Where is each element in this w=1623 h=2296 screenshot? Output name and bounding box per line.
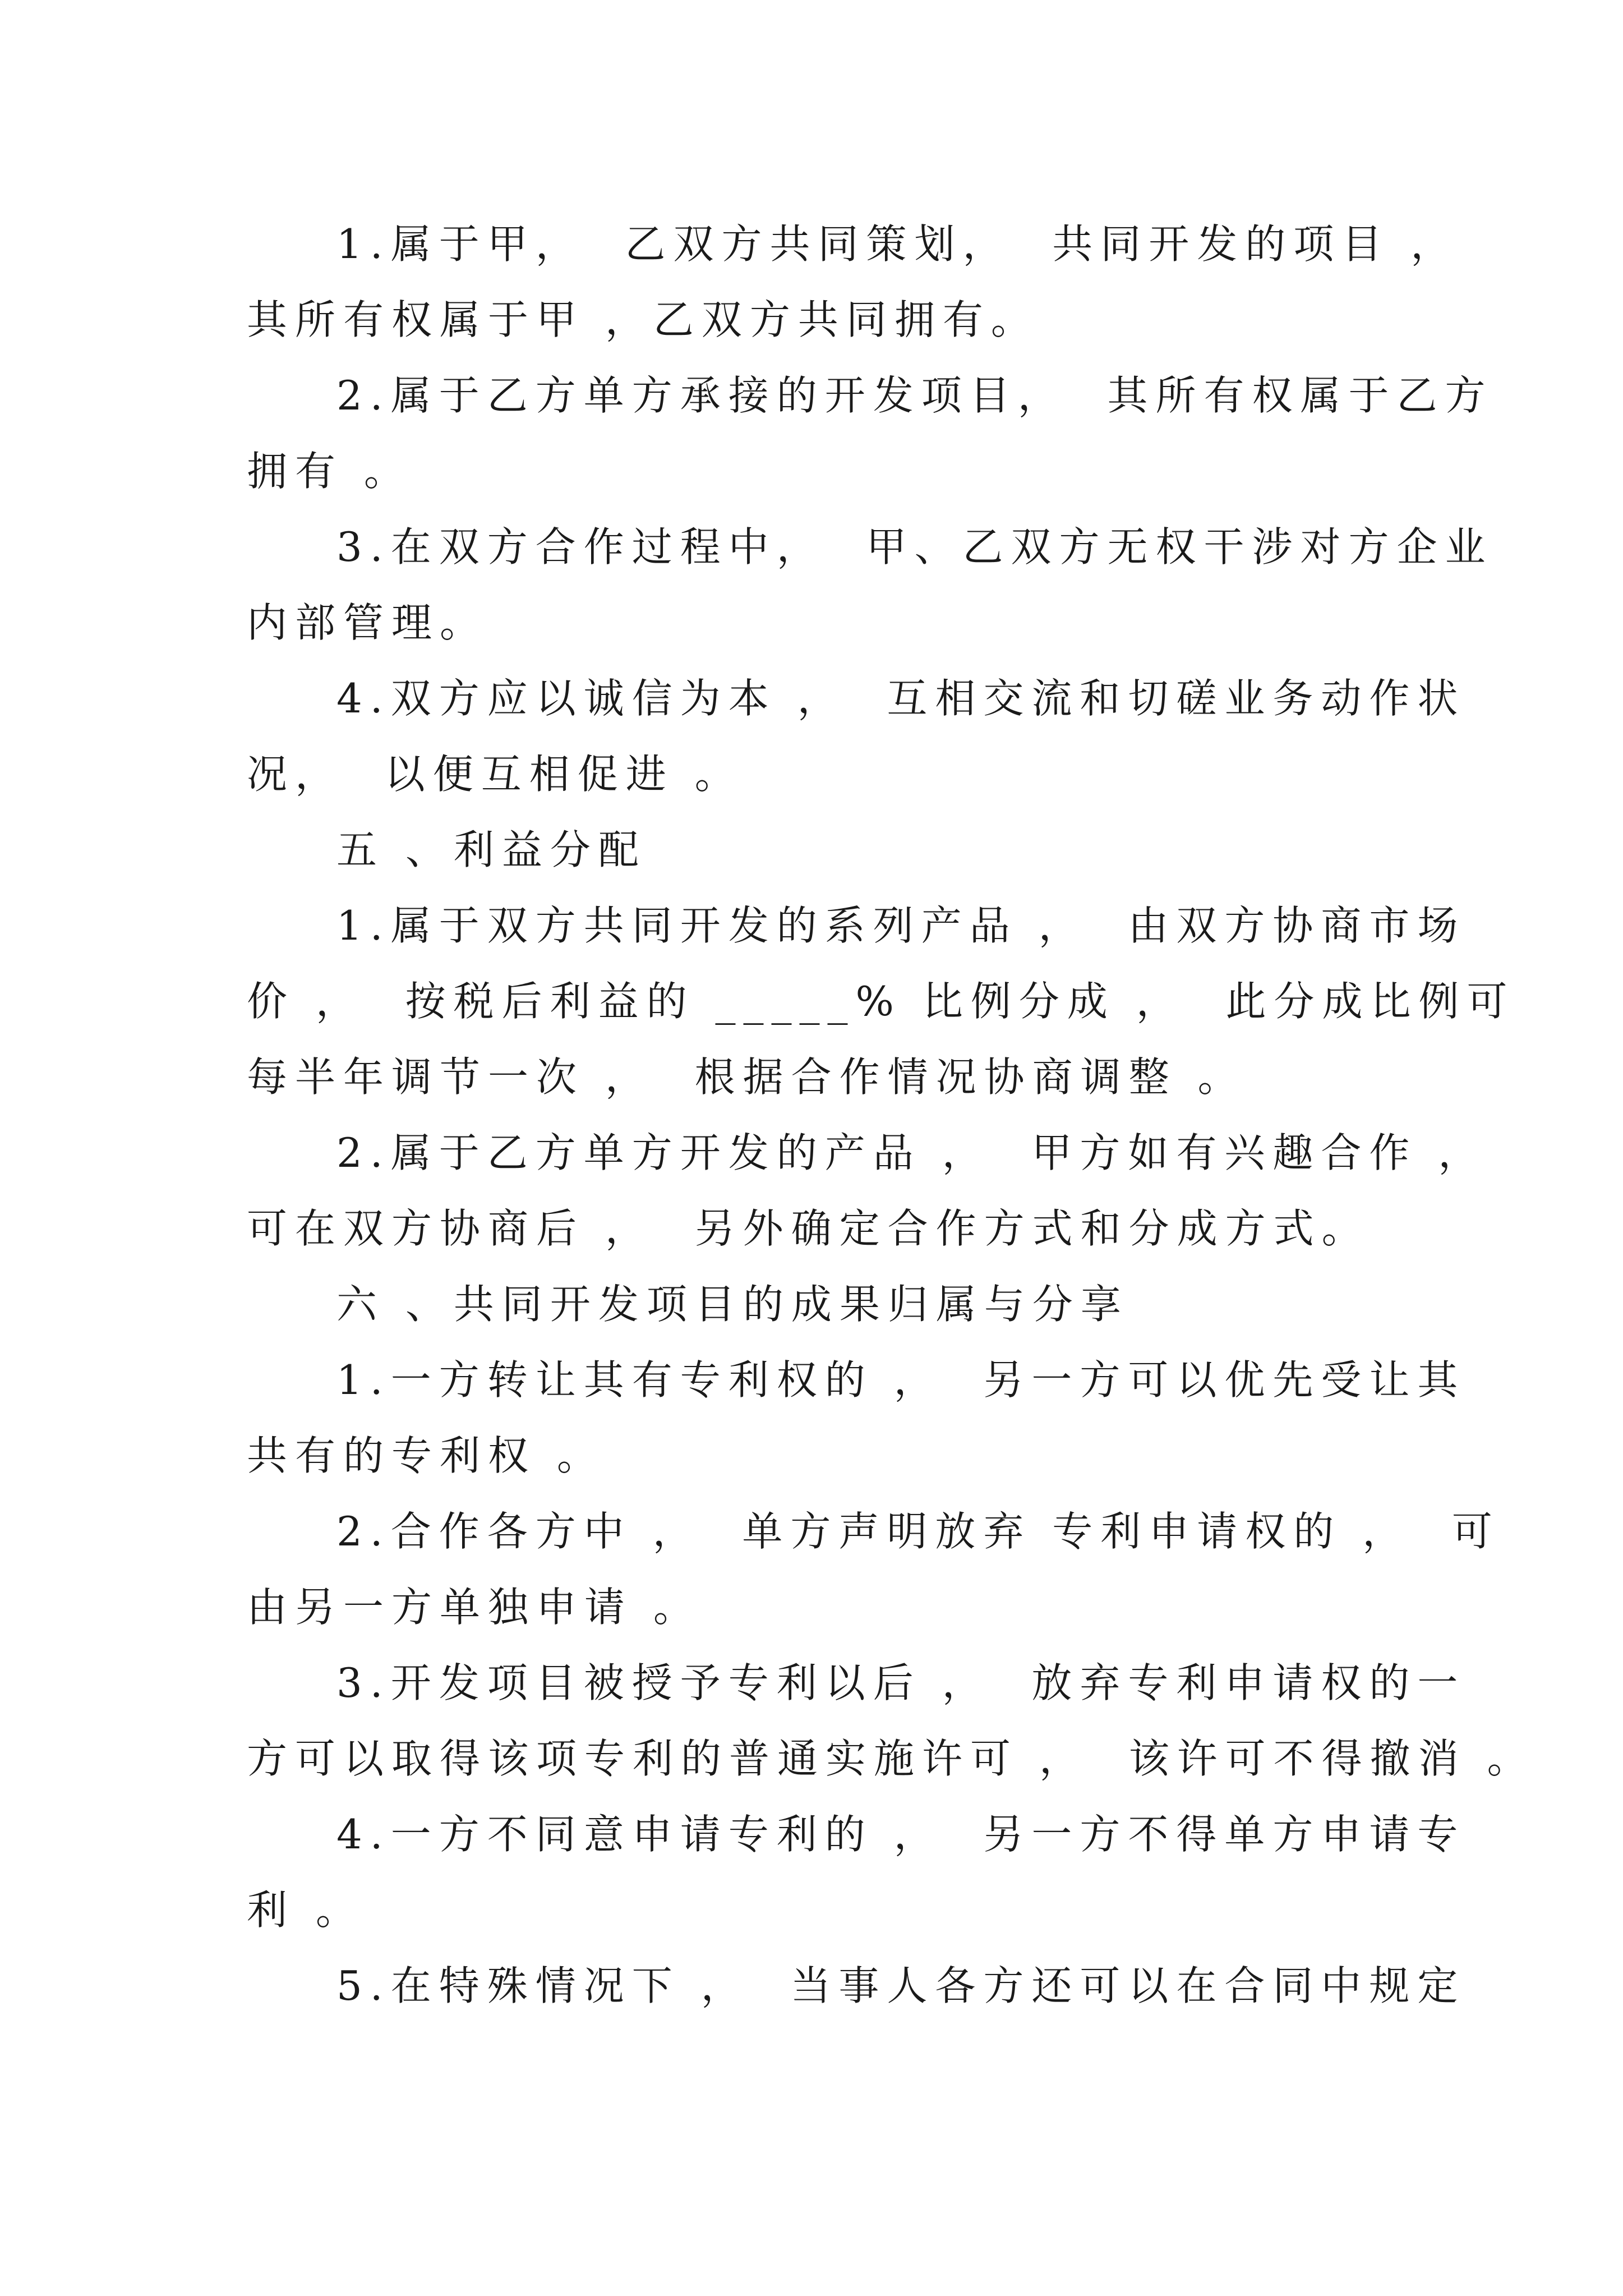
paragraph-line: 共有的专利权 。 (247, 1432, 605, 1479)
paragraph-line: 拥有 。 (247, 448, 412, 495)
paragraph-line: 其所有权属于甲 ，乙双方共同拥有。 (247, 296, 1039, 343)
paragraph-line: 方可以取得该项专利的普通实施许可 ， 该许可不得撤消 。 (247, 1735, 1536, 1782)
paragraph-line: 由另一方单独申请 。 (247, 1584, 702, 1631)
paragraph-line: 1.属于甲， 乙双方共同策划， 共同开发的项目 ， (336, 220, 1459, 268)
paragraph-line: 况， 以便互相促进 。 (247, 751, 743, 798)
paragraph-line: 内部管理。 (247, 599, 488, 646)
paragraph-line: 1.一方转让其有专利权的 ， 另一方可以优先受让其 (336, 1356, 1466, 1404)
paragraph-line: 3.在双方合作过程中， 甲、乙双方无权干涉对方企业 (336, 523, 1493, 570)
paragraph-line: 4.一方不同意申请专利的 ， 另一方不得单方申请专 (336, 1811, 1466, 1858)
paragraph-line: 2.属于乙方单方开发的产品 ， 甲方如有兴趣合作 ， (336, 1129, 1487, 1176)
paragraph-line: 利 。 (247, 1887, 364, 1934)
paragraph-line: 2.属于乙方单方承接的开发项目， 其所有权属于乙方 (336, 372, 1493, 419)
paragraph-line: 1.属于双方共同开发的系列产品 ， 由双方协商市场 (336, 902, 1466, 949)
section-heading-5: 五 、利益分配 (336, 826, 647, 873)
paragraph-line: 每半年调节一次 ， 根据合作情况协商调整 。 (247, 1053, 1246, 1101)
paragraph-line: 5.在特殊情况下 ， 当事人各方还可以在合同中规定 (336, 1962, 1466, 2009)
section-heading-6: 六 、共同开发项目的成果归属与分享 (336, 1281, 1129, 1328)
paragraph-line: 价 ， 按税后利益的 _____% 比例分成 ， 此分成比例可 (247, 978, 1515, 1025)
paragraph-line: 2.合作各方中 ， 单方声明放弃 专利申请权的 ， 可 (336, 1508, 1500, 1555)
paragraph-line: 可在双方协商后 ， 另外确定合作方式和分成方式。 (247, 1205, 1370, 1252)
paragraph-line: 4.双方应以诚信为本 ， 互相交流和切磋业务动作状 (336, 675, 1466, 722)
paragraph-line: 3.开发项目被授予专利以后 ， 放弃专利申请权的一 (336, 1659, 1466, 1706)
